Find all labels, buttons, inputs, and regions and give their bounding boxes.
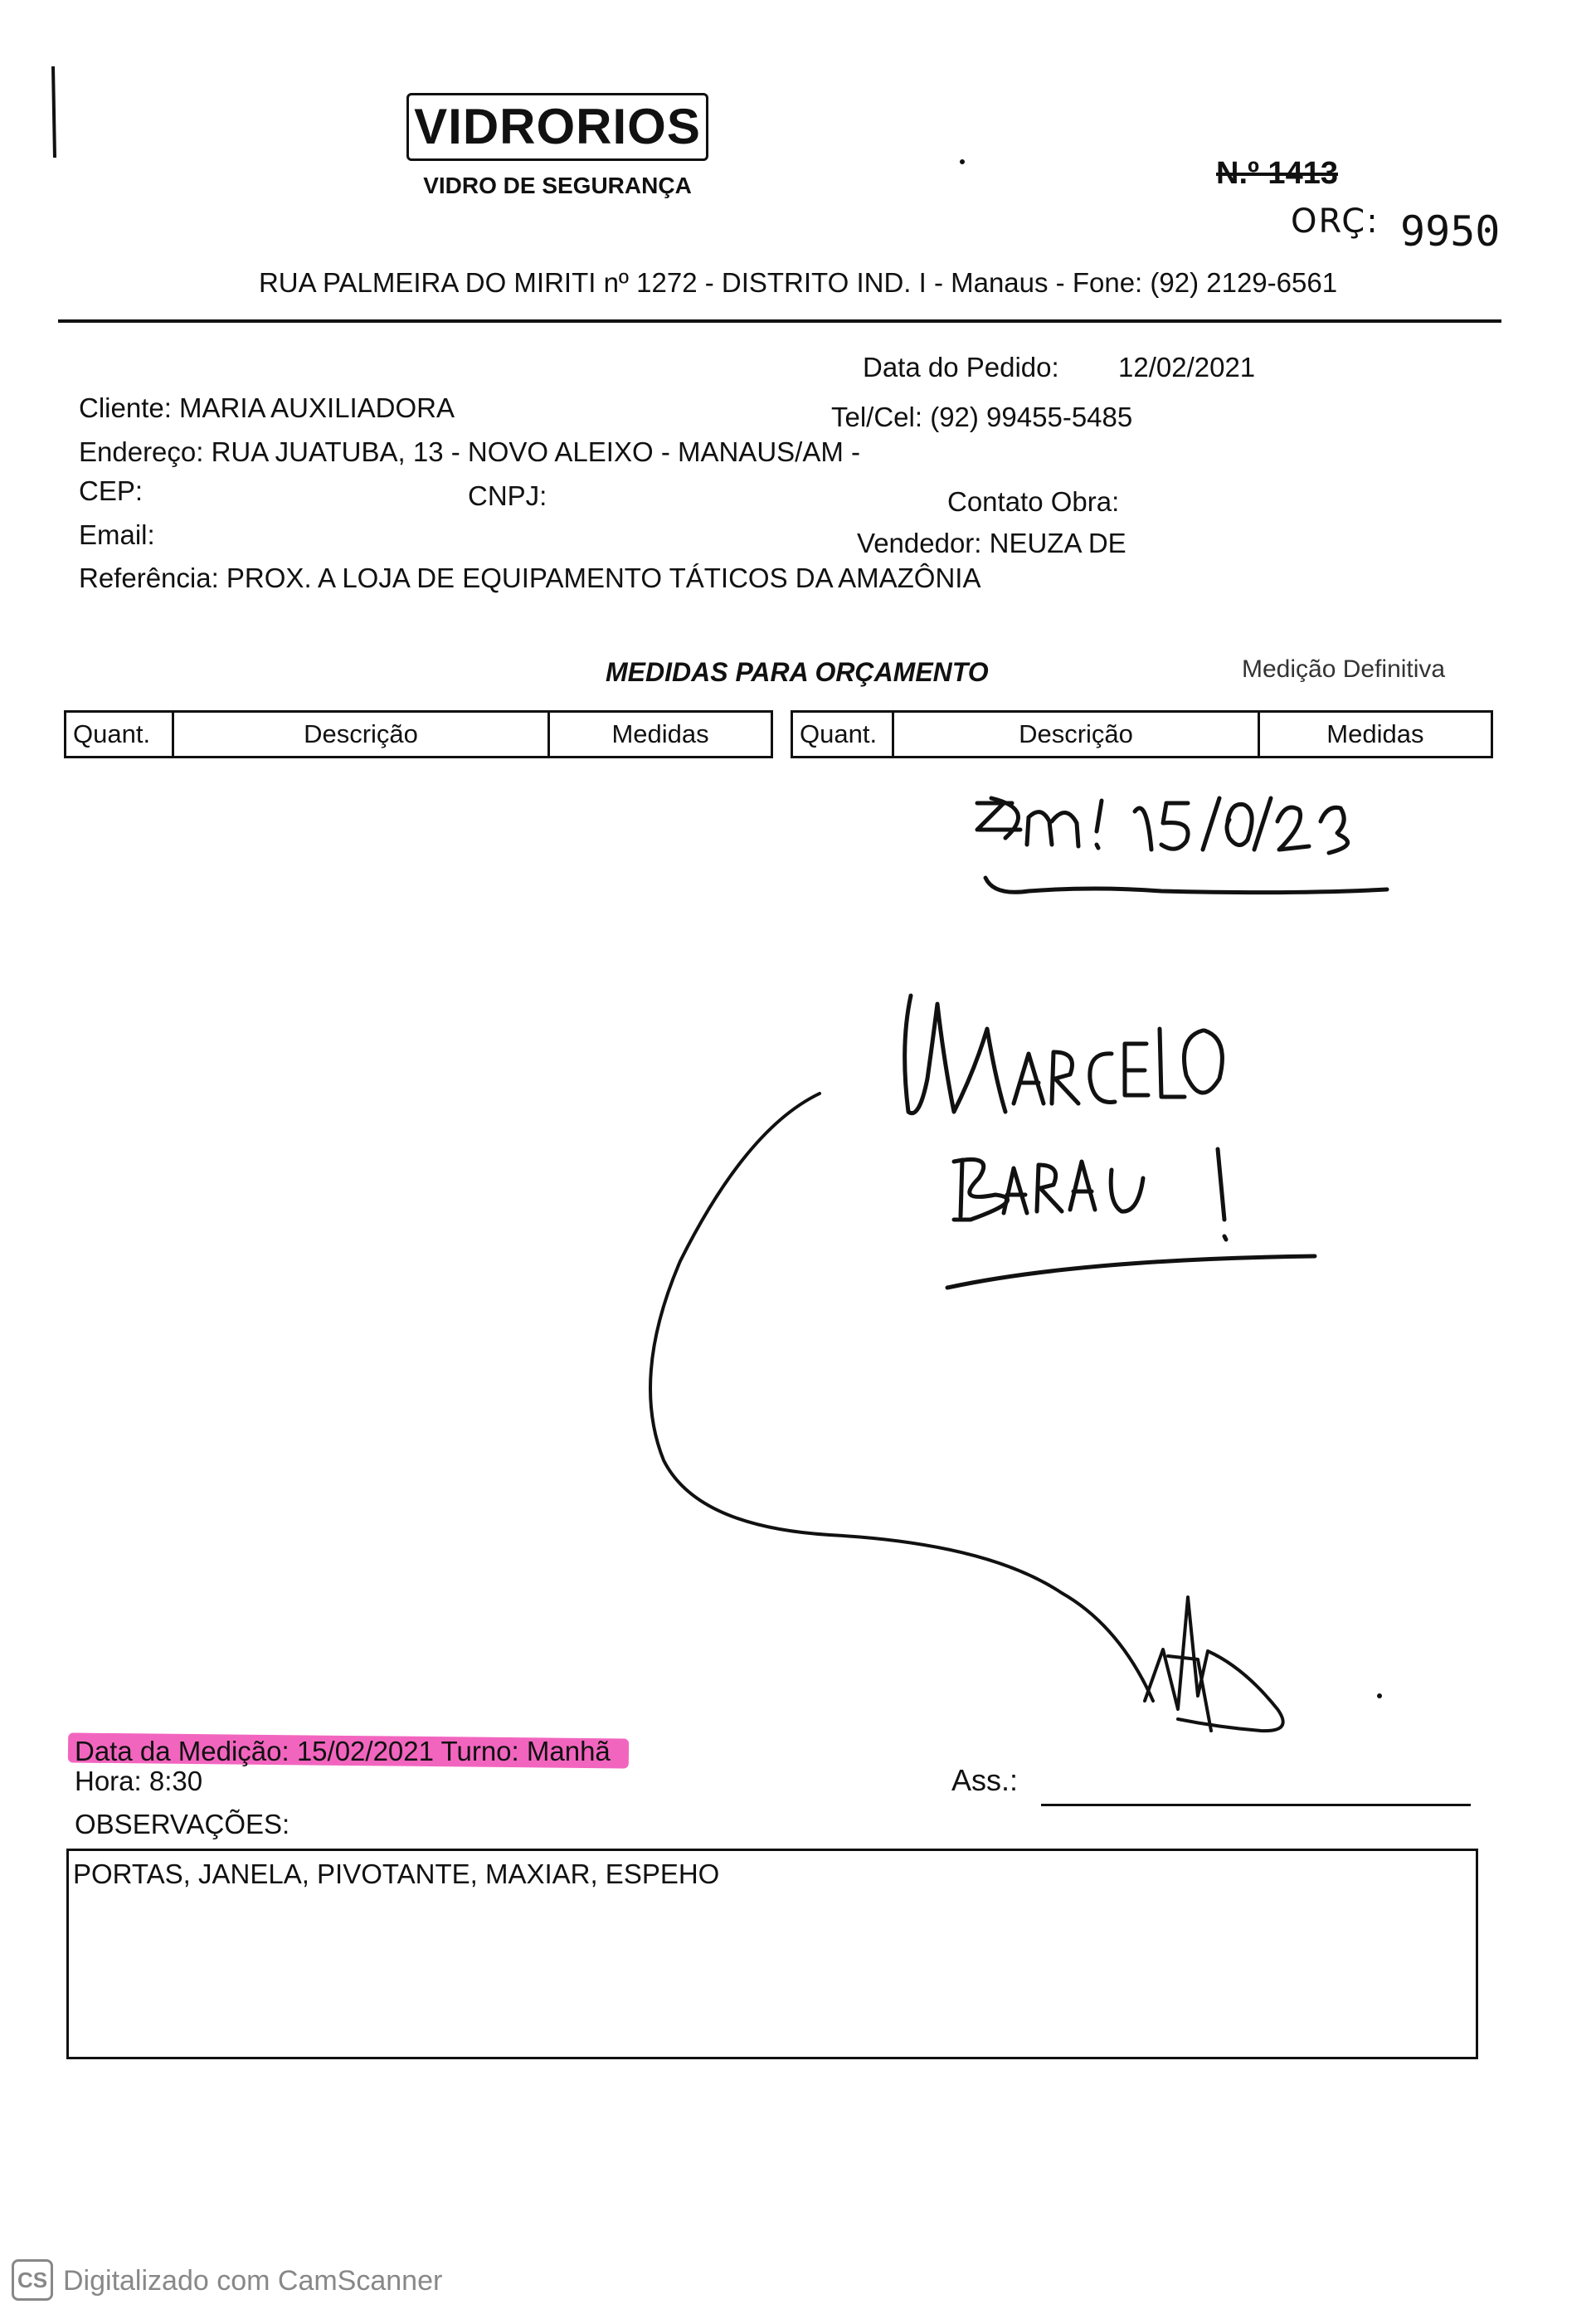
- reference-field: Referência: PROX. A LOJA DE EQUIPAMENTO TÁTICOS DA AMAZÔNIA: [79, 563, 981, 593]
- handwritten-date-note: [977, 798, 1387, 893]
- company-address: RUA PALMEIRA DO MIRITI nº 1272 - DISTRITO IND. I - Manaus - Fone: (92) 2129-6561: [258, 267, 1338, 298]
- scan-speck: [1377, 1693, 1382, 1698]
- company-tagline: VIDRO DE SEGURANÇA: [423, 173, 692, 198]
- scan-speck: [960, 159, 965, 164]
- client-address: Endereço: RUA JUATUBA, 13 - NOVO ALEIXO - MANAUS/AM -: [79, 436, 860, 467]
- handwritten-signature-scrawl: [650, 1094, 1283, 1731]
- signature-label: Ass.:: [951, 1763, 1019, 1797]
- company-logo: VIDRORIOS: [414, 99, 701, 154]
- orc-value: 9950: [1400, 207, 1501, 256]
- column-quantity: Quant.: [792, 712, 893, 758]
- orc-label: ORÇ:: [1291, 202, 1379, 241]
- observations-label: OBSERVAÇÕES:: [75, 1809, 290, 1839]
- scan-edge-mark: [53, 66, 55, 158]
- definitive-measurement-label: Medição Definitiva: [1242, 655, 1446, 683]
- client-name: Cliente: MARIA AUXILIADORA: [79, 392, 455, 423]
- seller-field: Vendedor: NEUZA DE: [857, 528, 1126, 558]
- measures-title: MEDIDAS PARA ORÇAMENTO: [606, 657, 989, 687]
- column-measures: Medidas: [549, 712, 772, 758]
- email-field: Email:: [79, 519, 155, 550]
- measurement-time: Hora: 8:30: [75, 1766, 203, 1796]
- column-measures: Medidas: [1258, 712, 1491, 758]
- observations-text: PORTAS, JANELA, PIVOTANTE, MAXIAR, ESPEHO: [73, 1859, 720, 1889]
- site-contact-field: Contato Obra:: [947, 486, 1120, 517]
- cep-field: CEP:: [79, 475, 144, 506]
- document-number: N.º 1413: [1216, 156, 1338, 191]
- column-description: Descrição: [893, 712, 1258, 758]
- measurement-date-line: Data da Medição: 15/02/2021 Turno: Manhã: [75, 1736, 611, 1766]
- scanner-footer-text: Digitalizado com CamScanner: [63, 2265, 443, 2297]
- order-date-value: 12/02/2021: [1118, 352, 1256, 382]
- client-phone: Tel/Cel: (92) 99455-5485: [831, 402, 1133, 432]
- column-description: Descrição: [173, 712, 548, 758]
- order-date-label: Data do Pedido:: [863, 352, 1059, 382]
- cnpj-field: CNPJ:: [468, 480, 547, 511]
- handwritten-signature-name: [905, 996, 1315, 1288]
- camscanner-icon: CS: [12, 2259, 53, 2301]
- column-quantity: Quant.: [66, 712, 173, 758]
- signature-line: [1041, 1804, 1471, 1806]
